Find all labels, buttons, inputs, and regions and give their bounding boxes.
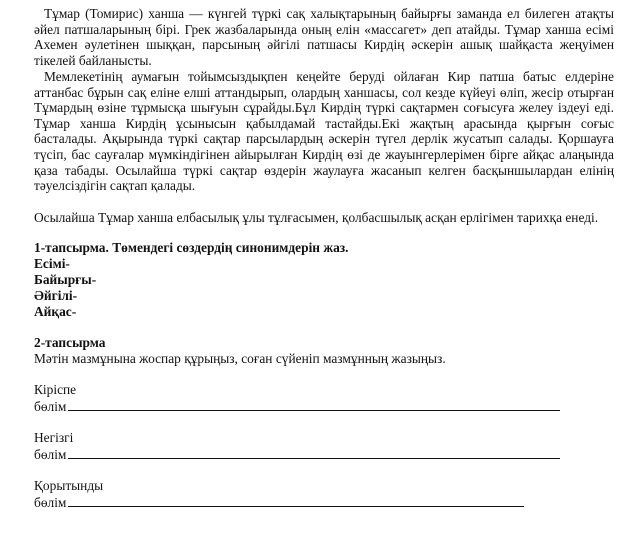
task1-title: 1-тапсырма. Төмендегі сөздердің синонимдерін жаз.	[34, 240, 349, 255]
task2-title: 2-тапсырма	[34, 335, 106, 350]
task2-instruction: Мәтін мазмұнына жоспар құрыңыз, соған сүйеніп мазмұнның жазыңыз.	[34, 351, 446, 366]
conclusion-answer-line[interactable]	[68, 496, 524, 507]
section-conclusion-row	[34, 495, 524, 511]
section-intro-word: бөлім	[34, 399, 67, 414]
section-conclusion-label: Қорытынды	[34, 478, 104, 493]
story-paragraph-2: Мемлекетінің аумағын тойымсыздықпен кеңейте беруді ойлаған Кир патша батыс елдеріне аттанбас бұрын сақ еліне елші аттандырып, олардың ханшасы, сол кезде күйеуі өліп, жесір отырған Тұмардың өзіне тұрмысқа шығуын сұрайды.Бұл Кирдің түркі сақтармен соғысуға желеу іздеуі еді. Тұмар ханша Кирдің ұсынысын қабылдамай тастайды.Екі жақтың арасында қырғын соғыс басталады. Ақырында түркі сақтар парсылардың әскерін түгел дерлік жусатып салады. Қоршауға түсіп, бас сауғалар мүмкіндігінен айырылған Кирдің өзі де жауынгерлерімен бірге айқас алаңында қаза табады. Осылайша түркі сақтар өздерін жаулауға жасанып келген басқыншылардан елінің тәуелсіздігін сақтап қалады.	[34, 69, 614, 194]
task1-word-4: Айқас-	[34, 304, 77, 319]
main-answer-line[interactable]	[68, 448, 560, 459]
section-main-row	[34, 447, 560, 463]
section-intro-row	[34, 399, 560, 415]
section-main-word: бөлім	[34, 447, 67, 462]
section-main-label: Негізгі	[34, 430, 74, 445]
story-paragraph-1: Тұмар (Томирис) ханша — күнгей түркі сақ халықтарының байырғы заманда ел билеген атақты әйел патшаларының бірі. Грек жазбаларында оның елін «массагет» деп атайды. Тұмар ханша есімі Ахемен әулетінен шыққан, парсының әйгілі патшасы Кирдің әскерін ашық шайқаста жеңуімен тікелей байланысты.	[34, 6, 614, 68]
task1-word-1: Есімі-	[34, 256, 70, 271]
section-conclusion-word: бөлім	[34, 495, 67, 510]
section-intro-label: Кіріспе	[34, 382, 77, 397]
task1-word-2: Байырғы-	[34, 272, 97, 287]
story-paragraph-3: Осылайша Тұмар ханша елбасылық ұлы тұлғасымен, қолбасшылық асқан ерлігімен тарихқа енеді.	[34, 210, 599, 225]
task1-word-3: Әйгілі-	[34, 288, 78, 303]
intro-answer-line[interactable]	[68, 400, 560, 411]
